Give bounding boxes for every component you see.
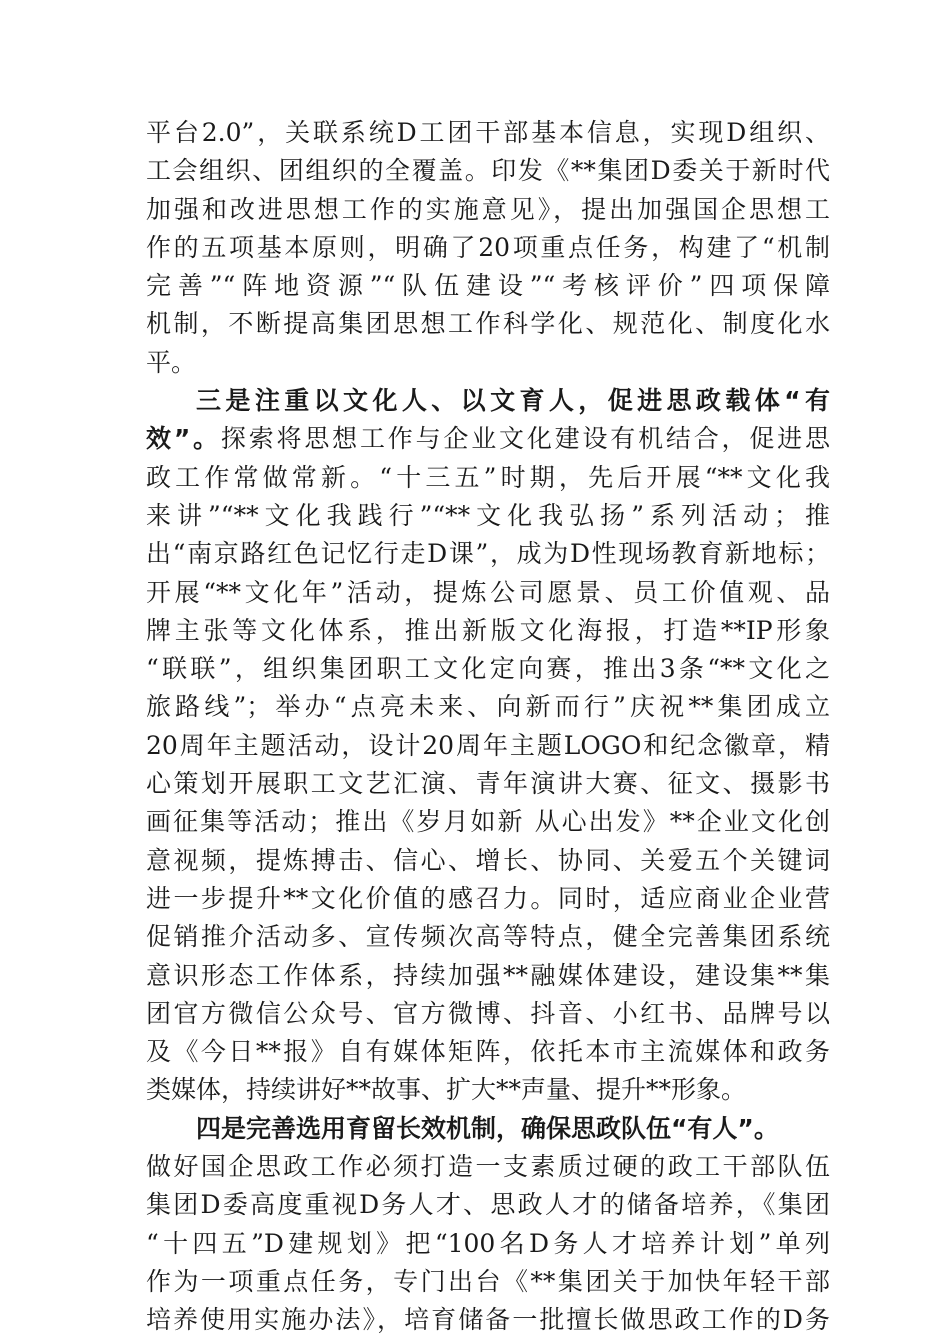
paragraph-line: 政工作常做常新。“十三五”时期，先后开展“**文化我 <box>146 462 830 492</box>
paragraph-line: 平。 <box>146 347 197 377</box>
paragraph-line: 平台2.0”，关联系统D工团干部基本信息，实现D组织、 <box>146 118 830 147</box>
paragraph-line: 作的五项基本原则，明确了20项重点任务，构建了“机制 <box>146 232 830 262</box>
paragraph-line: 意视频，提炼搏击、信心、增长、协同、关爱五个关键词 <box>146 845 830 875</box>
paragraph-text: 探索将思想工作与企业文化建设有机结合，促进思 <box>220 424 830 454</box>
section-heading: 四是完善选用育留长效机制，确保思政队伍“有人”。 <box>196 1113 779 1143</box>
paragraph-line: 画征集等活动；推出《岁月如新 从心出发》**企业文化创 <box>146 807 830 837</box>
paragraph-line <box>146 420 830 458</box>
paragraph-line: 类媒体，持续讲好**故事、扩大**声量、提升**形象。 <box>146 1075 747 1105</box>
paragraph-line: 机制，不断提高集团思想工作科学化、规范化、制度化水 <box>146 309 830 339</box>
paragraph-line: 20周年主题活动，设计20周年主题LOGO和纪念徽章，精 <box>146 730 830 760</box>
paragraph-line: 培养使用实施办法》，培育储备一批擅长做思政工作的D务 <box>146 1305 830 1335</box>
paragraph-line: 进一步提升**文化价值的感召力。同时，适应商业企业营 <box>146 883 830 913</box>
document-body <box>146 114 830 1340</box>
paragraph-line: 团官方微信公众号、官方微博、抖音、小红书、品牌号以 <box>146 998 830 1028</box>
paragraph-line: 开展“**文化年”活动，提炼公司愿景、员工价值观、品 <box>146 577 830 607</box>
paragraph-line: 加强和改进思想工作的实施意见》，提出加强国企思想工 <box>146 194 830 224</box>
section-heading: 三是注重以文化人、以文育人，促进思政载体“有 <box>196 386 830 416</box>
paragraph-line: “联联”，组织集团职工文化定向赛，推出3条“**文化之 <box>146 654 830 684</box>
paragraph-line: 作为一项重点任务，专门出台《**集团关于加快年轻干部 <box>146 1266 830 1296</box>
paragraph-line: 促销推介活动多、宣传频次高等特点，健全完善集团系统 <box>146 922 830 952</box>
paragraph-line: 意识形态工作体系，持续加强**融媒体建设，建设集**集 <box>146 960 830 990</box>
paragraph-line: 工会组织、团组织的全覆盖。印发《**集团D委关于新时代 <box>146 156 830 186</box>
paragraph-line: 出“南京路红色记忆行走D课”，成为D性现场教育新地标； <box>146 539 830 569</box>
paragraph-line: 集团D委高度重视D务人才、思政人才的储备培养，《集团 <box>146 1190 830 1220</box>
paragraph-line: 牌主张等文化体系，推出新版文化海报，打造**IP形象 <box>146 615 830 645</box>
paragraph-line: 做好国企思政工作必须打造一支素质过硬的政工干部队伍 <box>146 1152 830 1182</box>
paragraph-line: 旅路线”；举办“点亮未来、向新而行”庆祝**集团成立 <box>146 692 830 722</box>
paragraph-line: 心策划开展职工文艺汇演、青年演讲大赛、征文、摄影书 <box>146 769 830 799</box>
paragraph-line: “十四五”D建规划》把“100名D务人才培养计划”单列 <box>146 1228 830 1258</box>
paragraph-line: 完善”“阵地资源”“队伍建设”“考核评价”四项保障 <box>146 271 830 301</box>
paragraph-line: 来讲”“**文化我践行”“**文化我弘扬”系列活动；推 <box>146 500 830 530</box>
section-heading-tail: 效”。 <box>146 424 221 454</box>
paragraph-line: 及《今日**报》自有媒体矩阵，依托本市主流媒体和政务 <box>146 1037 830 1067</box>
